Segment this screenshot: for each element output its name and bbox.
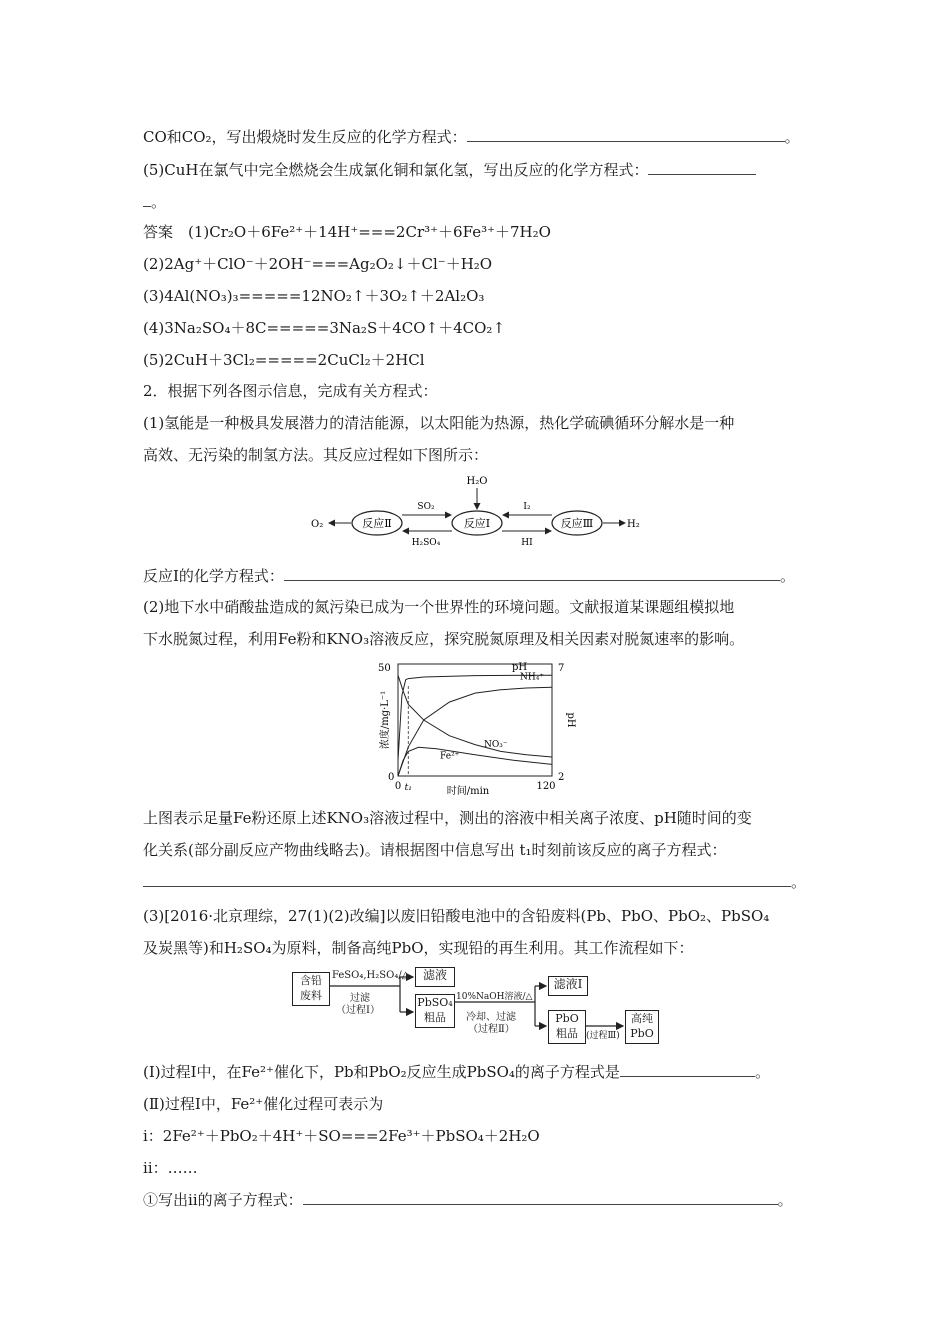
cool-filter-label: 冷却、过滤 (466, 1012, 516, 1023)
q2-3-line-b: 及炭黑等)和H₂SO₄为原料，制备高纯PbO，实现铅的再生利用。其工作流程如下： (143, 939, 694, 957)
answer-blank[interactable] (620, 1062, 755, 1077)
process-flowchart (290, 964, 670, 1054)
text-line-2 (143, 160, 756, 180)
series-label-no3: NO₃⁻ (484, 740, 508, 750)
pbso4-box: PbSO₄ 粗品 (415, 994, 455, 1028)
h2so4-label: H₂SO₄ (411, 538, 441, 548)
hi-label: HI (521, 538, 533, 548)
filter1-label: 过滤 (350, 993, 370, 1004)
x-axis-label: 时间/min (446, 786, 490, 797)
q2-3-line-c (143, 1062, 770, 1082)
x-tick-120: 120 (536, 781, 556, 792)
period: 。 (754, 1063, 770, 1081)
text-line-1 (143, 127, 800, 147)
answer-blank[interactable] (284, 566, 780, 581)
reaction-2-label: 反应Ⅱ (362, 517, 392, 530)
q2-2-line-b: 下水脱氮过程，利用Fe粉和KNO₃溶液反应，探究脱氮原理及相关因素对脱氮速率的影响。 (143, 630, 745, 648)
reaction-1-label: 反应Ⅰ (463, 517, 491, 530)
period: 。 (779, 567, 795, 585)
q2-3-line-e: ⅰ：2Fe²⁺＋PbO₂＋4H⁺＋SO===2Fe³⁺＋PbSO₄＋2H₂O (143, 1127, 540, 1145)
q2-2-line-c: 上图表示足量Fe粉还原上述KNO₃溶液过程中，测出的溶液中相关离子浓度、pH随时间的变 (143, 809, 752, 827)
q2-3-line-g (143, 1190, 793, 1210)
x-tick-t1: t₁ (404, 783, 412, 793)
text-line-3 (143, 192, 166, 212)
answer-5: (5)2CuH＋3Cl₂=====2CuCl₂＋2HCl (143, 351, 425, 369)
line-text: 反应Ⅰ的化学方程式： (143, 567, 284, 585)
series-line-fe2 (398, 747, 552, 776)
period: 。 (791, 873, 807, 891)
filtrate-box: 滤液 (415, 967, 455, 987)
period: 。 (777, 1191, 793, 1209)
process3-label: (过程Ⅲ) (586, 1031, 620, 1041)
series-label-ph: pH (512, 662, 528, 674)
series-line-nh4 (398, 687, 552, 776)
answer-3: (3)4Al(NO₃)₃=====12NO₂↑＋3O₂↑＋2Al₂O₃ (143, 287, 485, 305)
pbo-pure-box: 高纯 PbO (625, 1010, 659, 1044)
so2-label: SO₂ (417, 502, 435, 512)
y2-tick-min: 2 (558, 772, 565, 783)
process1-label: （过程Ⅰ） (336, 1005, 380, 1016)
answer-blank[interactable] (467, 127, 785, 142)
y2-axis-label: pH (565, 712, 576, 728)
reagent1-label: FeSO₄,H₂SO₄/△ (332, 970, 410, 981)
answer-blank[interactable] (303, 1190, 778, 1205)
answer-4: (4)3Na₂SO₄＋8C=====3Na₂S＋4CO↑＋4CO₂↑ (143, 319, 506, 337)
h2-label: H₂ (627, 519, 640, 530)
question-2: 2．根据下列各图示信息，完成有关方程式： (143, 382, 438, 400)
reaction-3-label: 反应Ⅲ (560, 517, 594, 530)
cycle-svg (305, 472, 655, 557)
i2-label: I₂ (523, 502, 531, 512)
q2-3-line-a: (3)[2016·北京理综，27(1)(2)改编]以废旧铅酸电池中的含铅废料(Pb、PbO、PbO₂、PbSO₄ (143, 907, 770, 925)
concentration-chart (368, 656, 588, 798)
y-tick-min: 0 (388, 772, 395, 783)
series-label-nh4: NH₄⁺ (520, 672, 545, 683)
q2-1-line-b: 高效、无污染的制氢方法。其反应过程如下图所示： (143, 446, 489, 464)
x-tick-0: 0 (394, 781, 402, 792)
chart-svg (368, 656, 588, 798)
q2-3-line-d: (Ⅱ)过程Ⅰ中，Fe²⁺催化过程可表示为 (143, 1095, 384, 1113)
q2-3-line-f: ⅱ：…… (143, 1159, 198, 1177)
series-group (398, 675, 552, 776)
period: 。 (151, 193, 167, 211)
answer-blank[interactable] (143, 192, 151, 207)
process2-label: （过程Ⅱ） (468, 1024, 515, 1035)
q2-1-line-a: (1)氢能是一种极具发展潜力的清洁能源，以太阳能为热源，热化学硫碘循环分解水是一种 (143, 414, 735, 432)
waste-box: 含铅 废料 (292, 972, 330, 1006)
period: 。 (784, 128, 800, 146)
y-axis-label: 浓度/mg·L⁻¹ (380, 690, 391, 750)
line-text: CO和CO₂，写出煅烧时发生反应的化学方程式： (143, 128, 467, 146)
o2-label: O₂ (311, 519, 324, 530)
q2-2-line-a: (2)地下水中硝酸盐造成的氮污染已成为一个世界性的环境问题。文献报道某课题组模拟地 (143, 598, 735, 616)
line-text: ①写出ⅱ的离子方程式： (143, 1191, 303, 1209)
line-text: (5)CuH在氯气中完全燃烧会生成氯化铜和氯化氢，写出反应的化学方程式： (143, 161, 649, 179)
answer-2: (2)2Ag⁺＋ClO⁻＋2OH⁻===Ag₂O₂↓＋Cl⁻＋H₂O (143, 255, 493, 273)
y-tick-max: 50 (378, 663, 391, 674)
answer-blank[interactable] (648, 160, 756, 175)
pbo-crude-box: PbO 粗品 (548, 1010, 586, 1044)
q2-2-line-d: 化关系(部分副反应产物曲线略去)。请根据图中信息写出 t₁时刻前该反应的离子方程式： (143, 841, 727, 859)
h2o-label: H₂O (466, 476, 488, 487)
y2-tick-max: 7 (558, 663, 565, 674)
answer-1: 答案 (1)Cr₂O＋6Fe²⁺＋14H⁺===2Cr³⁺＋6Fe³⁺＋7H₂O (143, 223, 551, 241)
filtrate1-box: 滤液Ⅰ (548, 976, 588, 996)
naoh-label: 10%NaOH溶液/△ (456, 992, 533, 1002)
cycle-diagram (305, 472, 655, 557)
q2-2-line-e (143, 872, 806, 892)
answer-blank[interactable] (143, 872, 791, 887)
line-text: (Ⅰ)过程Ⅰ中，在Fe²⁺催化下，Pb和PbO₂反应生成PbSO₄的离子方程式是 (143, 1063, 620, 1081)
q2-1-line-c (143, 566, 795, 586)
series-label-fe2: Fe²⁺ (440, 751, 460, 762)
